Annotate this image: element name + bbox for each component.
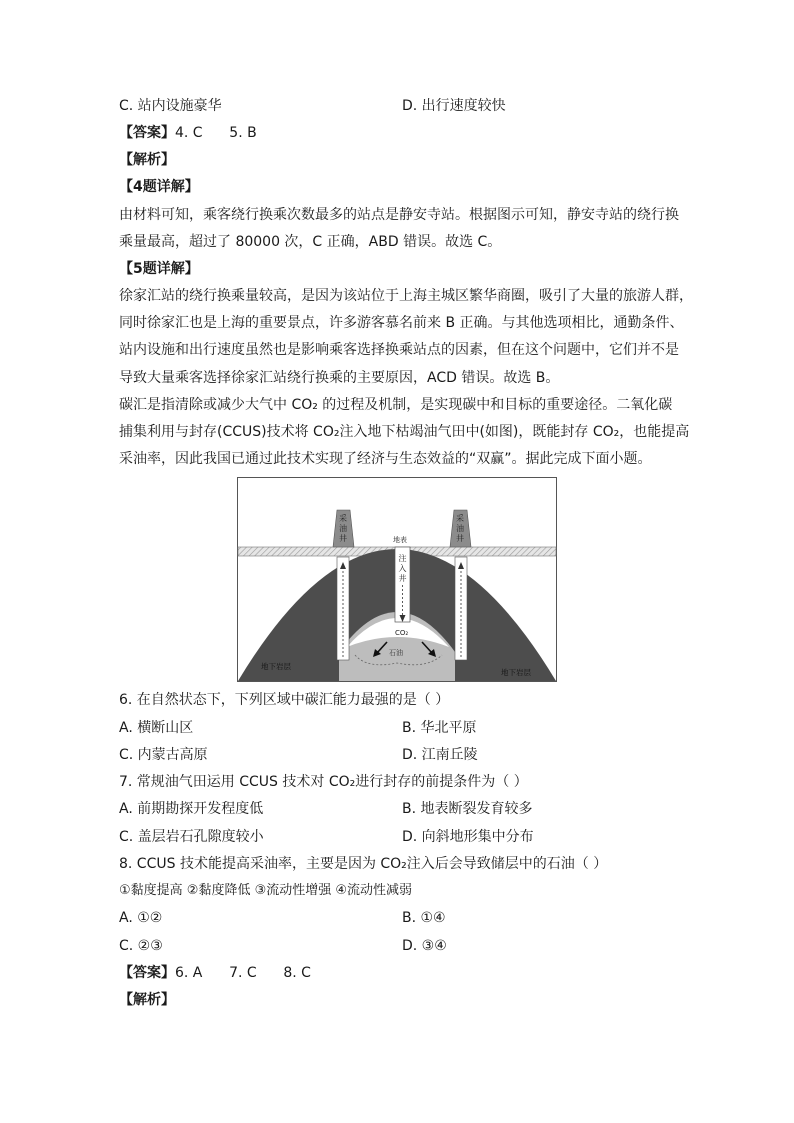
- q7-option-a: A. 前期勘探开发程度低: [119, 801, 264, 817]
- q8-option-b: B. ①④: [402, 910, 446, 926]
- q4-detail-line: 乘量最高，超过了 80000 次，C 正确，ABD 错误。故选 C。: [119, 234, 502, 250]
- q7-option-c: C. 盖层岩石孔隙度较小: [119, 829, 264, 845]
- question-8-stem: 8. CCUS 技术能提高采油率，主要是因为 CO₂注入后会导致储层中的石油（ ）: [119, 856, 608, 872]
- co2-label: CO₂: [395, 629, 409, 637]
- option-c: C. 站内设施豪华: [119, 98, 222, 114]
- rock-left-label: 地下岩层: [261, 662, 291, 671]
- q8-option-a: A. ①②: [119, 910, 163, 926]
- q8-option-d: D. ③④: [402, 938, 447, 954]
- q4-detail-heading: 【4题详解】: [119, 179, 199, 195]
- analysis-label: 【解析】: [119, 152, 175, 168]
- material-line: 碳汇是指清除或减少大气中 CO₂ 的过程及机制，是实现碳中和目标的重要途径。二氧化碳: [119, 397, 673, 413]
- answer-label-2: 【答案】: [119, 965, 175, 981]
- q7-option-b: B. 地表断裂发育较多: [402, 801, 533, 817]
- answer-text: 4. C 5. B: [175, 125, 257, 141]
- ccus-diagram: [237, 477, 557, 682]
- q5-detail-line: 同时徐家汇也是上海的重要景点，许多游客慕名前来 B 正确。与其他选项相比，通勤条件、: [119, 315, 684, 331]
- q6-option-a: A. 横断山区: [119, 720, 194, 736]
- q4-detail-line: 由材料可知，乘客绕行换乘次数最多的站点是静安寺站。根据图示可知，静安寺站的绕行换: [119, 207, 679, 223]
- q6-option-b: B. 华北平原: [402, 720, 477, 736]
- injection-well-label: 注入井: [398, 554, 407, 583]
- option-d: D. 出行速度较快: [402, 98, 506, 114]
- surface-label: 地表: [393, 536, 407, 544]
- q5-detail-line: 站内设施和出行速度虽然也是影响乘客选择换乘站点的因素，但在这个问题中，它们并不是: [119, 342, 679, 358]
- q5-detail-line: 徐家汇站的绕行换乘量较高，是因为该站位于上海主城区繁华商圈，吸引了大量的旅游人群，: [119, 288, 693, 304]
- q7-option-d: D. 向斜地形集中分布: [402, 829, 534, 845]
- question-6-stem: 6. 在自然状态下，下列区域中碳汇能力最强的是（ ）: [119, 692, 450, 708]
- answer-label: 【答案】: [119, 125, 175, 141]
- well-right-label: 采油井: [456, 514, 464, 543]
- q6-option-d: D. 江南丘陵: [402, 747, 478, 763]
- answer-line-2: [119, 964, 311, 982]
- ccus-diagram-svg: [237, 477, 557, 682]
- answer-line: [119, 124, 257, 142]
- oil-label: 石油: [389, 649, 403, 657]
- q6-option-c: C. 内蒙古高原: [119, 747, 208, 763]
- q5-detail-line: 导致大量乘客选择徐家汇站绕行换乘的主要原因，ACD 错误。故选 B。: [119, 370, 560, 386]
- material-line: 采油率，因此我国已通过此技术实现了经济与生态效益的“双赢”。据此完成下面小题。: [119, 451, 652, 467]
- analysis-label-2: 【解析】: [119, 992, 175, 1008]
- q8-items: ①黏度提高 ②黏度降低 ③流动性增强 ④流动性减弱: [119, 883, 413, 898]
- well-left-label: 采油井: [339, 514, 347, 543]
- material-line: 捕集利用与封存(CCUS)技术将 CO₂注入地下枯竭油气田中(如图)，既能封存 CO₂，也能提高: [119, 424, 690, 440]
- q8-option-c: C. ②③: [119, 938, 163, 954]
- answer-text-2: 6. A 7. C 8. C: [175, 965, 311, 981]
- question-7-stem: 7. 常规油气田运用 CCUS 技术对 CO₂进行封存的前提条件为（ ）: [119, 774, 528, 790]
- rock-right-label: 地下岩层: [501, 668, 531, 677]
- q5-detail-heading: 【5题详解】: [119, 261, 199, 277]
